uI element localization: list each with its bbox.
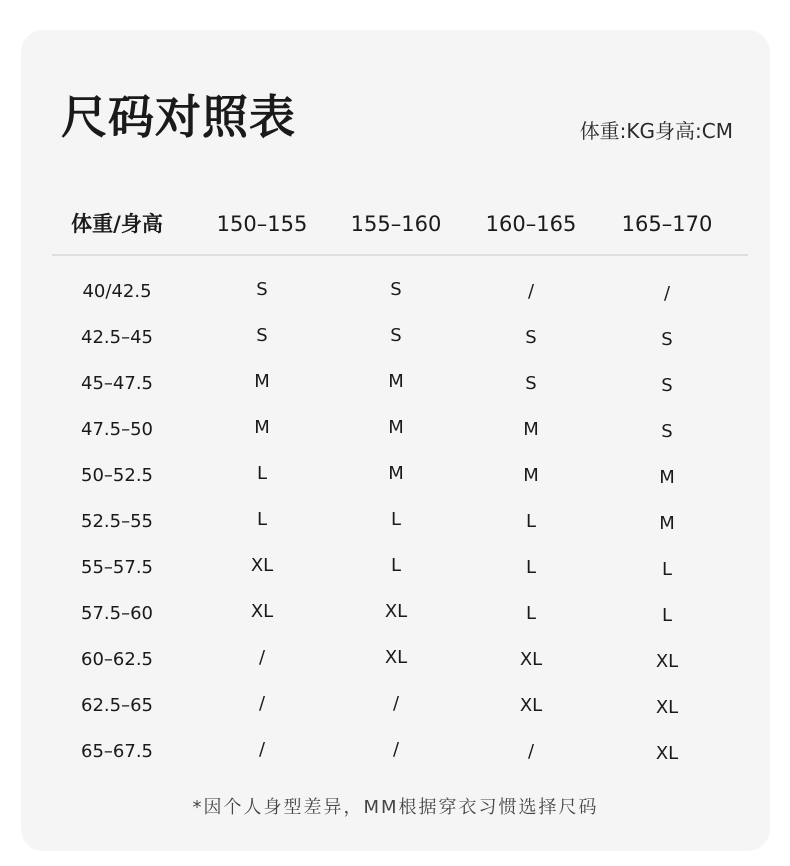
size-cell: XL (655, 697, 679, 718)
row-weight-label: 57.5–60 (81, 603, 153, 624)
size-cell: / (663, 283, 671, 304)
size-cell: XL (655, 651, 679, 672)
row-weight-label: 52.5–55 (81, 511, 153, 532)
size-cell: L (525, 603, 537, 624)
size-cell: M (659, 467, 675, 488)
size-cell: M (659, 513, 675, 534)
size-cell: L (256, 463, 268, 484)
size-cell: XL (384, 601, 408, 622)
row-weight-label: 60–62.5 (81, 649, 153, 670)
size-cell: M (388, 417, 404, 438)
table-body (21, 277, 770, 783)
size-cell: S (661, 421, 673, 442)
size-cell: / (258, 739, 266, 760)
size-cell: XL (250, 555, 274, 576)
row-weight-label: 55–57.5 (81, 557, 153, 578)
unit-note: 体重:KG身高:CM (579, 119, 733, 143)
header-height-150-155: 150–155 (216, 212, 308, 236)
size-cell: / (527, 741, 535, 762)
size-cell: S (256, 325, 268, 346)
table-row (21, 507, 770, 553)
table-row (21, 369, 770, 415)
size-cell: / (392, 693, 400, 714)
header-divider (52, 254, 748, 256)
header-height-160-165: 160–165 (485, 212, 577, 236)
page-title: 尺码对照表 (61, 90, 296, 144)
row-weight-label: 65–67.5 (81, 741, 153, 762)
size-cell: S (661, 375, 673, 396)
size-cell: L (256, 509, 268, 530)
size-cell: L (390, 555, 402, 576)
size-cell: M (388, 463, 404, 484)
table-row (21, 599, 770, 645)
row-weight-label: 62.5–65 (81, 695, 153, 716)
header-height-155-160: 155–160 (350, 212, 442, 236)
size-cell: L (661, 605, 673, 626)
size-cell: M (388, 371, 404, 392)
row-weight-label: 50–52.5 (81, 465, 153, 486)
size-cell: / (392, 739, 400, 760)
table-row (21, 277, 770, 323)
size-cell: L (525, 511, 537, 532)
size-cell: XL (384, 647, 408, 668)
size-cell: XL (655, 743, 679, 764)
row-weight-label: 40/42.5 (82, 281, 152, 302)
size-chart-card (21, 30, 770, 851)
size-cell: XL (519, 695, 543, 716)
size-cell: / (527, 281, 535, 302)
header-weight-height: 体重/身高 (71, 212, 163, 236)
size-cell: S (525, 327, 537, 348)
size-cell: S (390, 325, 402, 346)
size-cell: L (661, 559, 673, 580)
row-weight-label: 47.5–50 (81, 419, 153, 440)
size-cell: / (258, 693, 266, 714)
table-row (21, 415, 770, 461)
size-cell: S (525, 373, 537, 394)
size-cell: XL (519, 649, 543, 670)
footnote: *因个人身型差异，MM根据穿衣习惯选择尺码 (192, 797, 599, 818)
table-row (21, 645, 770, 691)
size-cell: / (258, 647, 266, 668)
size-cell: S (390, 279, 402, 300)
size-cell: M (523, 465, 539, 486)
size-cell: M (254, 417, 270, 438)
size-cell: M (523, 419, 539, 440)
table-row (21, 737, 770, 783)
row-weight-label: 45–47.5 (81, 373, 153, 394)
size-cell: S (661, 329, 673, 350)
size-cell: M (254, 371, 270, 392)
size-cell: XL (250, 601, 274, 622)
table-row (21, 461, 770, 507)
size-cell: S (256, 279, 268, 300)
table-row (21, 323, 770, 369)
table-row (21, 553, 770, 599)
size-cell: L (525, 557, 537, 578)
table-header (21, 206, 770, 242)
table-row (21, 691, 770, 737)
size-cell: L (390, 509, 402, 530)
row-weight-label: 42.5–45 (81, 327, 153, 348)
header-height-165-170: 165–170 (621, 212, 713, 236)
